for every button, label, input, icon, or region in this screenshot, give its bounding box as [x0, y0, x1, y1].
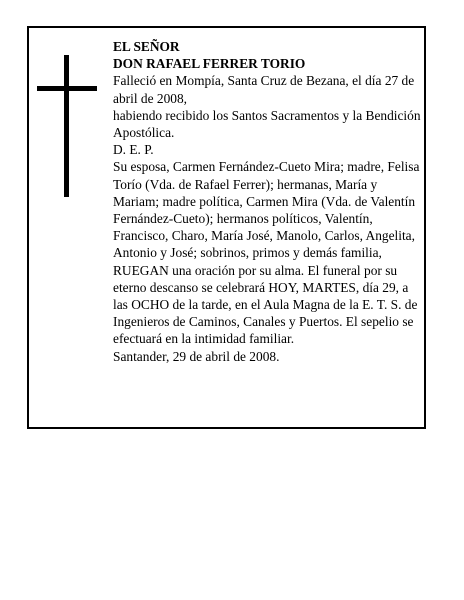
place-date-line: Santander, 29 de abril de 2008. — [113, 348, 280, 364]
family-list: Su esposa, Carmen Fernández-Cueto Mira; madre, Felisa Torío (Vda. de Rafael Ferrer); hermanas, María y Mariam; madre política, Carmen Mira (Vda. de Valentín Fernández-Cueto); hermanos políticos, Valentín, Francisco, Charo, María José, Manolo, Carlos, Angelita, Antonio y José; sobrinos, primos y demás familia, — [113, 159, 420, 261]
death-announcement: Falleció en Mompía, Santa Cruz de Bezana, el día 27 de abril de 2008, — [113, 73, 415, 106]
obituary-text — [113, 38, 421, 365]
rip-line: D. E. P. — [113, 142, 154, 158]
funeral-details: RUEGAN una oración por su alma. El funeral por su eterno descanso se celebrará HOY, MARTES, día 29, a las OCHO de la tarde, en el Aula Magna de la E. T. S. de Ingenieros de Caminos, Canales y Puertos. El sepelio se efectuará en la intimidad familiar. — [113, 262, 418, 347]
notice-title: EL SEÑOR — [113, 39, 180, 54]
sacraments-line: habiendo recibido los Santos Sacramentos y la Bendición Apostólica. — [113, 107, 421, 141]
deceased-name: DON RAFAEL FERRER TORIO — [113, 56, 306, 72]
cross-horizontal-bar — [37, 86, 97, 91]
cross-vertical-bar — [64, 55, 69, 197]
latin-cross-icon — [37, 55, 97, 197]
